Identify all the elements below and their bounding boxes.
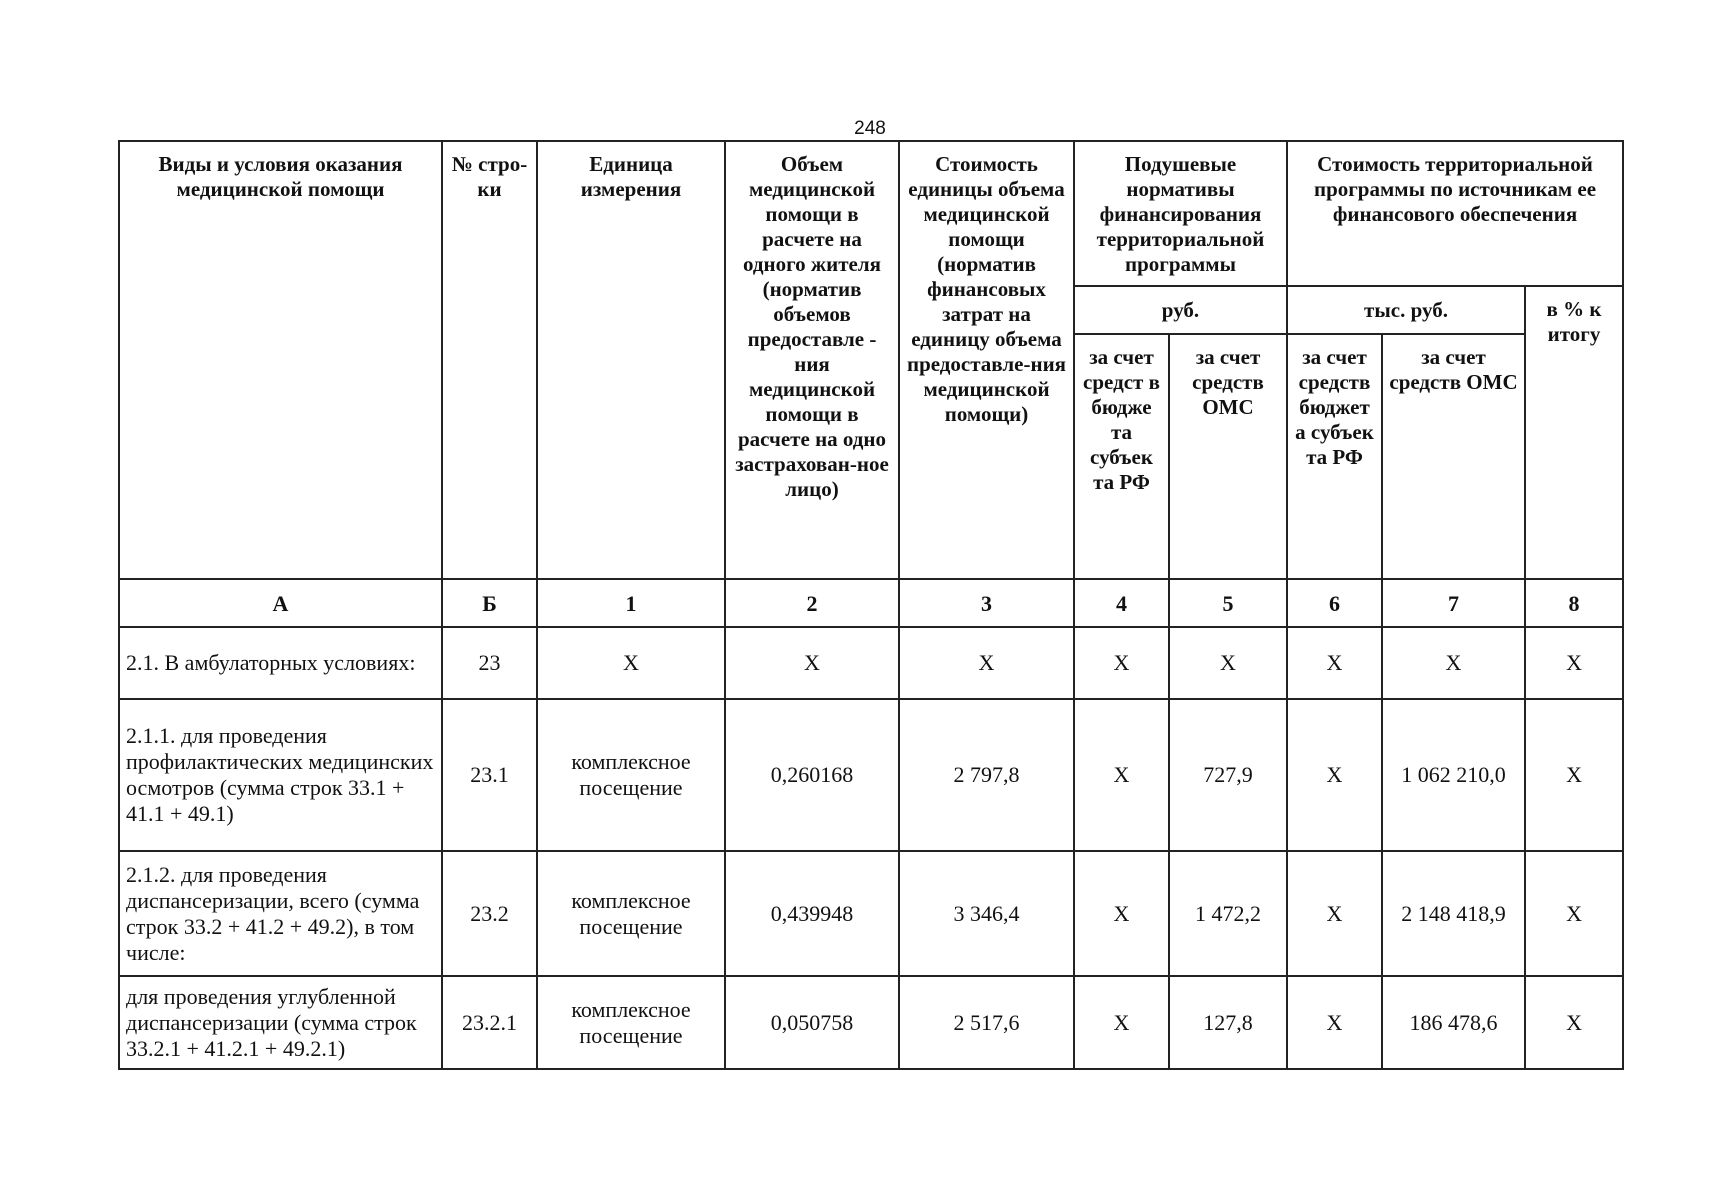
row-col-7: 1 062 210,0 — [1382, 699, 1525, 851]
row-col-6: Х — [1287, 976, 1382, 1069]
row-col-7: 2 148 418,9 — [1382, 851, 1525, 976]
row-col-6: Х — [1287, 851, 1382, 976]
column-number: 7 — [1382, 579, 1525, 627]
row-line-number: 23 — [442, 627, 537, 699]
row-unit: комплексное посещение — [537, 851, 725, 976]
row-col-5: 1 472,2 — [1169, 851, 1287, 976]
column-number: 5 — [1169, 579, 1287, 627]
row-col-7: Х — [1382, 627, 1525, 699]
table-row — [119, 851, 1623, 976]
header-unit-rub: руб. — [1074, 286, 1287, 334]
column-numbers-row — [119, 579, 1623, 627]
financing-table — [118, 140, 1624, 1070]
row-line-number: 23.2 — [442, 851, 537, 976]
row-col-6: Х — [1287, 627, 1382, 699]
row-name: 2.1.2. для проведения диспансеризации, всего (сумма строк 33.2 + 41.2 + 49.2), в том числе: — [119, 851, 442, 976]
header-row-top — [119, 141, 1623, 286]
row-col-8: Х — [1525, 699, 1623, 851]
row-line-number: 23.1 — [442, 699, 537, 851]
row-unit: Х — [537, 627, 725, 699]
row-col-7: 186 478,6 — [1382, 976, 1525, 1069]
row-col-4: Х — [1074, 699, 1169, 851]
row-col-5: 127,8 — [1169, 976, 1287, 1069]
row-cost: Х — [899, 627, 1074, 699]
header-col-5: за счет средств ОМС — [1169, 334, 1287, 579]
header-col-3: Стоимость единицы объема медицинской помощи (норматив финансовых затрат на единицу объема предоставле-ния медицинской помощи) — [899, 141, 1074, 579]
row-col-4: Х — [1074, 851, 1169, 976]
header-col-2: Объем медицинской помощи в расчете на одного жителя (норматив объемов предоставле - ния медицинской помощи в расчете на одно застрахован-ное лицо) — [725, 141, 899, 579]
table-row — [119, 976, 1623, 1069]
row-cost: 3 346,4 — [899, 851, 1074, 976]
column-number: 2 — [725, 579, 899, 627]
column-number: 4 — [1074, 579, 1169, 627]
row-volume: 0,050758 — [725, 976, 899, 1069]
column-number: Б — [442, 579, 537, 627]
header-col-8: в % к итогу — [1525, 286, 1623, 579]
row-col-6: Х — [1287, 699, 1382, 851]
column-number: 8 — [1525, 579, 1623, 627]
row-volume: 0,260168 — [725, 699, 899, 851]
column-number: 6 — [1287, 579, 1382, 627]
row-col-5: Х — [1169, 627, 1287, 699]
header-group-per-capita: Подушевые нормативы финансирования территориальной программы — [1074, 141, 1287, 286]
table-row — [119, 627, 1623, 699]
header-col-b: № стро-ки — [442, 141, 537, 579]
row-line-number: 23.2.1 — [442, 976, 537, 1069]
row-name: 2.1. В амбулаторных условиях: — [119, 627, 442, 699]
row-cost: 2 517,6 — [899, 976, 1074, 1069]
row-col-8: Х — [1525, 976, 1623, 1069]
header-col-7: за счет средств ОМС — [1382, 334, 1525, 579]
row-col-5: 727,9 — [1169, 699, 1287, 851]
table-row — [119, 699, 1623, 851]
page-number: 248 — [854, 118, 886, 139]
header-unit-thousand-rub: тыс. руб. — [1287, 286, 1525, 334]
row-col-8: Х — [1525, 851, 1623, 976]
column-number: А — [119, 579, 442, 627]
header-col-1: Единица измерения — [537, 141, 725, 579]
row-name: для проведения углубленной диспансеризации (сумма строк 33.2.1 + 41.2.1 + 49.2.1) — [119, 976, 442, 1069]
row-col-4: Х — [1074, 976, 1169, 1069]
row-cost: 2 797,8 — [899, 699, 1074, 851]
row-unit: комплексное посещение — [537, 976, 725, 1069]
column-number: 3 — [899, 579, 1074, 627]
header-col-4: за счет средст в бюдже та субъек та РФ — [1074, 334, 1169, 579]
row-col-4: Х — [1074, 627, 1169, 699]
row-volume: Х — [725, 627, 899, 699]
header-col-a: Виды и условия оказания медицинской помощи — [119, 141, 442, 579]
column-number: 1 — [537, 579, 725, 627]
financing-table-container — [118, 140, 1622, 1070]
row-col-8: Х — [1525, 627, 1623, 699]
header-group-cost: Стоимость территориальной программы по источникам ее финансового обеспечения — [1287, 141, 1623, 286]
header-col-6: за счет средств бюджет а субъек та РФ — [1287, 334, 1382, 579]
row-name: 2.1.1. для проведения профилактических медицинских осмотров (сумма строк 33.1 + 41.1 + 49.1) — [119, 699, 442, 851]
row-unit: комплексное посещение — [537, 699, 725, 851]
row-volume: 0,439948 — [725, 851, 899, 976]
